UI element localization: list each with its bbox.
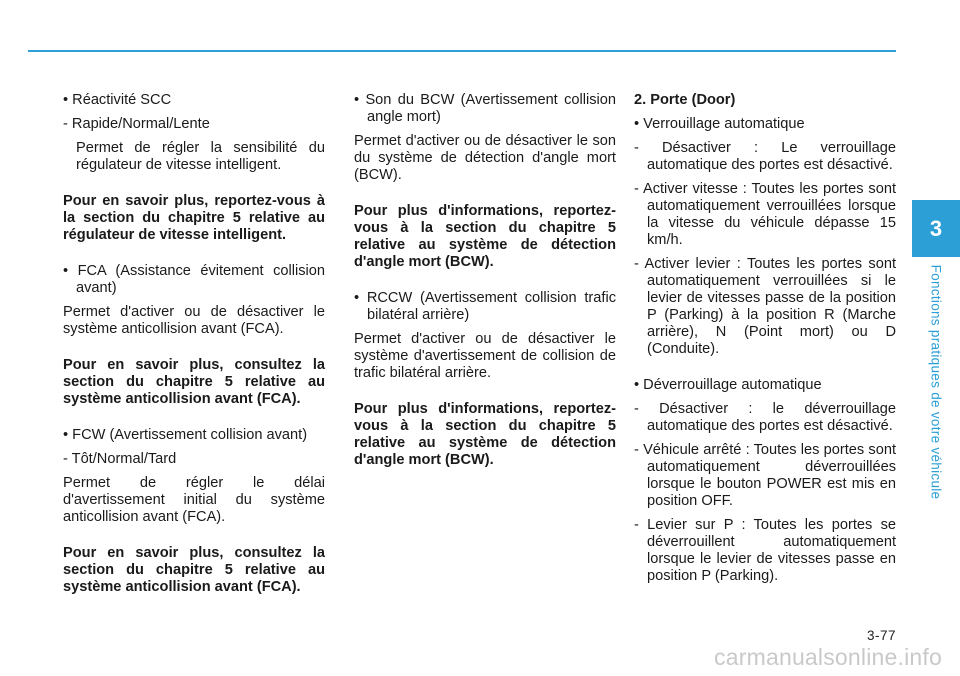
dash-item: - Véhicule arrêté : Toutes les portes sont automatiquement déverrouillées lorsque le bouton POWER est mis en position OFF. [634, 442, 896, 509]
dash-item: - Activer vitesse : Toutes les portes sont automatiquement verrouillées lorsque la vitesse du véhicule dépasse 15 km/h. [634, 181, 896, 248]
page-number: 3-77 [866, 628, 896, 643]
bullet-item: • Son du BCW (Avertissement collision angle mort) [354, 92, 616, 125]
column-middle [354, 92, 616, 488]
body-text: Permet d'activer ou de désactiver le système d'avertissement de collision de trafic bilatéral arrière. [354, 331, 616, 381]
reference-note: Pour plus d'informations, reportez-vous à la section du chapitre 5 relative au système de détection d'angle mort (BCW). [354, 401, 616, 468]
dash-item: - Désactiver : Le verrouillage automatique des portes est désactivé. [634, 140, 896, 173]
bullet-item: • FCA (Assistance évitement collision avant) [63, 263, 325, 296]
reference-note: Pour plus d'informations, reportez-vous à la section du chapitre 5 relative au système de détection d'angle mort (BCW). [354, 203, 616, 270]
dash-item: - Levier sur P : Toutes les portes se déverrouillent automatiquement lorsque le levier de vitesses passe en position P (Parking). [634, 517, 896, 584]
body-text: Permet de régler le délai d'avertissement initial du système anticollision avant (FCA). [63, 475, 325, 525]
column-left [63, 92, 325, 615]
section-heading: 2. Porte (Door) [634, 92, 736, 108]
bullet-item: • Réactivité SCC [63, 92, 172, 108]
indented-text: Permet de régler la sensibilité du régulateur de vitesse intelligent. [76, 140, 325, 173]
chapter-side-title: Fonctions pratiques de votre véhicule [928, 264, 944, 500]
chapter-tab: 3 [912, 200, 960, 257]
dash-item: - Activer levier : Toutes les portes sont automatiquement verrouillées si le levier de vitesses passe de la position P (Parking) à la position R (Marche arrière), N (Point mort) ou D (Conduite). [634, 256, 896, 357]
reference-note: Pour en savoir plus, consultez la section du chapitre 5 relative au système anticollision avant (FCA). [63, 545, 325, 595]
watermark: carmanualsonline.info [714, 644, 942, 670]
dash-item: - Rapide/Normal/Lente [63, 116, 210, 132]
dash-item: - Tôt/Normal/Tard [63, 451, 177, 467]
reference-note: Pour en savoir plus, reportez-vous à la section du chapitre 5 relative au régulateur de vitesse intelligent. [63, 193, 325, 243]
body-text: Permet d'activer ou de désactiver le son du système de détection d'angle mort (BCW). [354, 133, 616, 183]
reference-note: Pour en savoir plus, consultez la section du chapitre 5 relative au système anticollision avant (FCA). [63, 357, 325, 407]
header-rule [28, 50, 896, 52]
bullet-item: • RCCW (Avertissement collision trafic bilatéral arrière) [354, 290, 616, 323]
body-text: Permet d'activer ou de désactiver le système anticollision avant (FCA). [63, 304, 325, 337]
dash-item: - Désactiver : le déverrouillage automatique des portes est désactivé. [634, 401, 896, 434]
bullet-item: • FCW (Avertissement collision avant) [63, 427, 308, 443]
column-right [634, 92, 896, 592]
bullet-item: • Déverrouillage automatique [634, 377, 822, 393]
bullet-item: • Verrouillage automatique [634, 116, 805, 132]
